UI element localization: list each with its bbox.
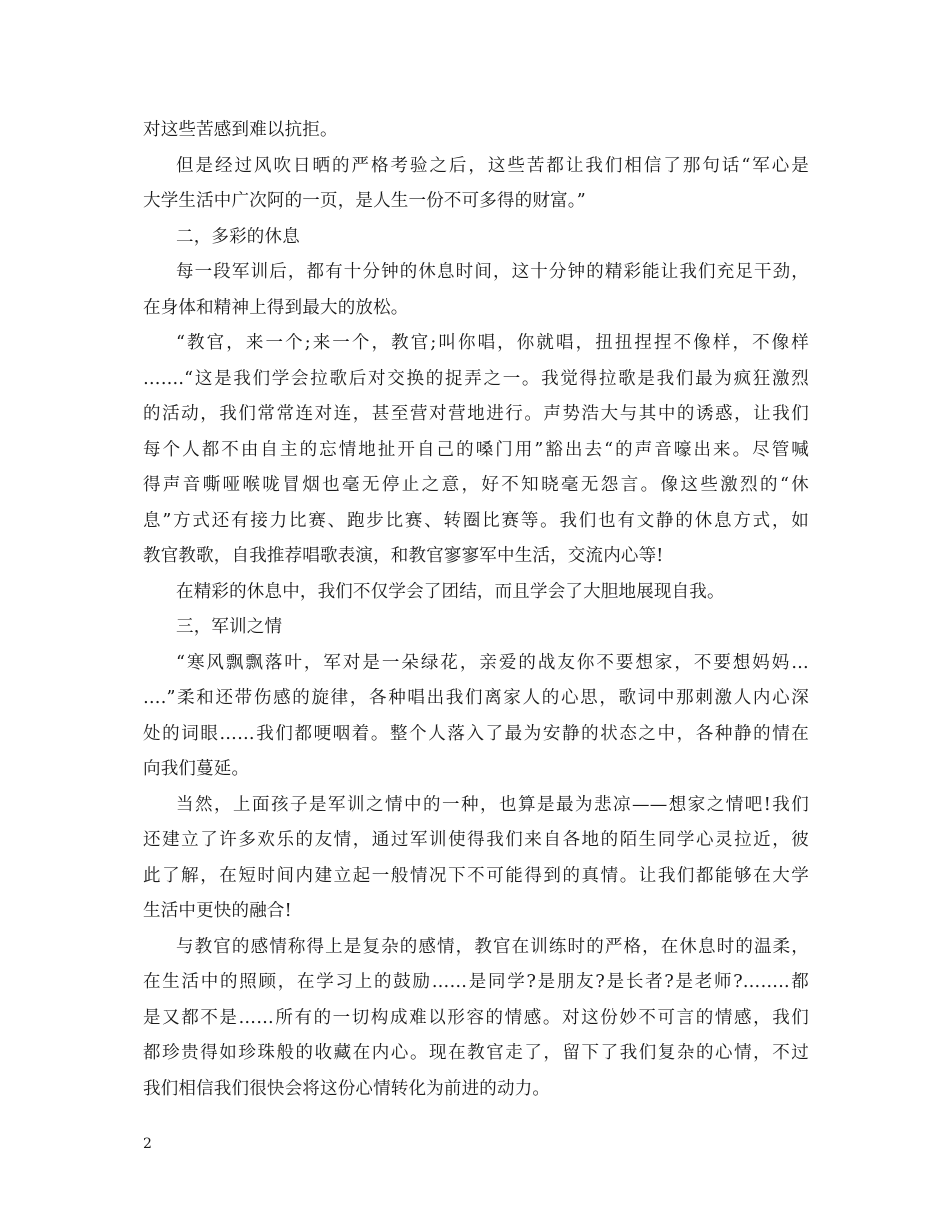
text-line: 生活中更快的融合! xyxy=(143,901,292,921)
text-line: 都珍贵得如珍珠般的收藏在内心。现在教官走了，留下了我们复杂的心情，不过 xyxy=(143,1043,809,1063)
text-line: …….“这是我们学会拉歌后对交换的捉弄之一。我觉得拉歌是我们最为疯狂激烈 xyxy=(143,368,809,389)
text-line: 在精彩的休息中，我们不仅学会了团结，而且学会了大胆地展现自我。 xyxy=(176,581,725,602)
text-line: 教官教歌，自我推荐唱歌表演，和教官寥寥军中生活，交流内心等! xyxy=(143,546,664,566)
text-line: 每一段军训后，都有十分钟的休息时间，这十分钟的精彩能让我们充足干劲， xyxy=(176,262,809,282)
section-heading: 二，多彩的休息 xyxy=(176,226,300,247)
text-line: 向我们蔓延。 xyxy=(143,759,250,779)
text-line: 得声音嘶哑喉咙冒烟也毫无停止之意，好不知晓毫无怨言。像这些激烈的“休 xyxy=(143,475,809,495)
text-line: 在身体和精神上得到最大的放松。 xyxy=(143,297,409,318)
text-line: “教官，来一个;来一个，教官;叫你唱，你就唱，扭扭捏捏不像样，不像样 xyxy=(176,333,809,353)
section-heading: 三，军训之情 xyxy=(176,617,283,637)
text-line: 是又都不是……所有的一切构成难以形容的情感。对这份妙不可言的情感，我们 xyxy=(143,1007,809,1028)
document-body xyxy=(143,113,809,1107)
text-line: 息”方式还有接力比赛、跑步比赛、转圈比赛等。我们也有文静的休息方式，如 xyxy=(143,510,809,531)
text-line: 与教官的感情称得上是复杂的感情，教官在训练时的严格，在休息时的温柔， xyxy=(176,936,809,957)
text-line: 但是经过风吹日晒的严格考验之后，这些苦都让我们相信了那句话“军心是 xyxy=(176,155,809,176)
text-line: 在生活中的照顾，在学习上的鼓励……是同学?是朋友?是长者?是老师?……..都 xyxy=(143,972,809,992)
text-line: ….”柔和还带伤感的旋律，各种唱出我们离家人的心思，歌词中那刺激人内心深 xyxy=(143,688,809,708)
text-line: 大学生活中广次阿的一页，是人生一份不可多得的财富。” xyxy=(143,191,586,211)
text-line: 对这些苦感到难以抗拒。 xyxy=(143,120,338,140)
text-line: 当然，上面孩子是军训之情中的一种，也算是最为悲凉——想家之情吧!我们 xyxy=(176,794,809,815)
text-line: 还建立了许多欢乐的友情，通过军训使得我们来自各地的陌生同学心灵拉近，彼 xyxy=(143,830,809,850)
page-number: 2 xyxy=(143,1136,152,1152)
text-line: 每个人都不由自主的忘情地扯开自己的嗓门用”豁出去“的声音嚎出来。尽管喊 xyxy=(143,439,809,460)
text-line: 的活动，我们常常连对连，甚至营对营地进行。声势浩大与其中的诱惑，让我们 xyxy=(143,404,809,424)
text-line: 我们相信我们很快会将这份心情转化为前进的动力。 xyxy=(143,1078,551,1099)
text-line: “寒风飘飘落叶，军对是一朵绿花，亲爱的战友你不要想家，不要想妈妈… xyxy=(176,652,809,673)
text-line: 处的词眼……我们都哽咽着。整个人落入了最为安静的状态之中，各种静的情在 xyxy=(143,723,809,744)
text-line: 此了解，在短时间内建立起一般情况下不可能得到的真情。让我们都能够在大学 xyxy=(143,865,809,886)
